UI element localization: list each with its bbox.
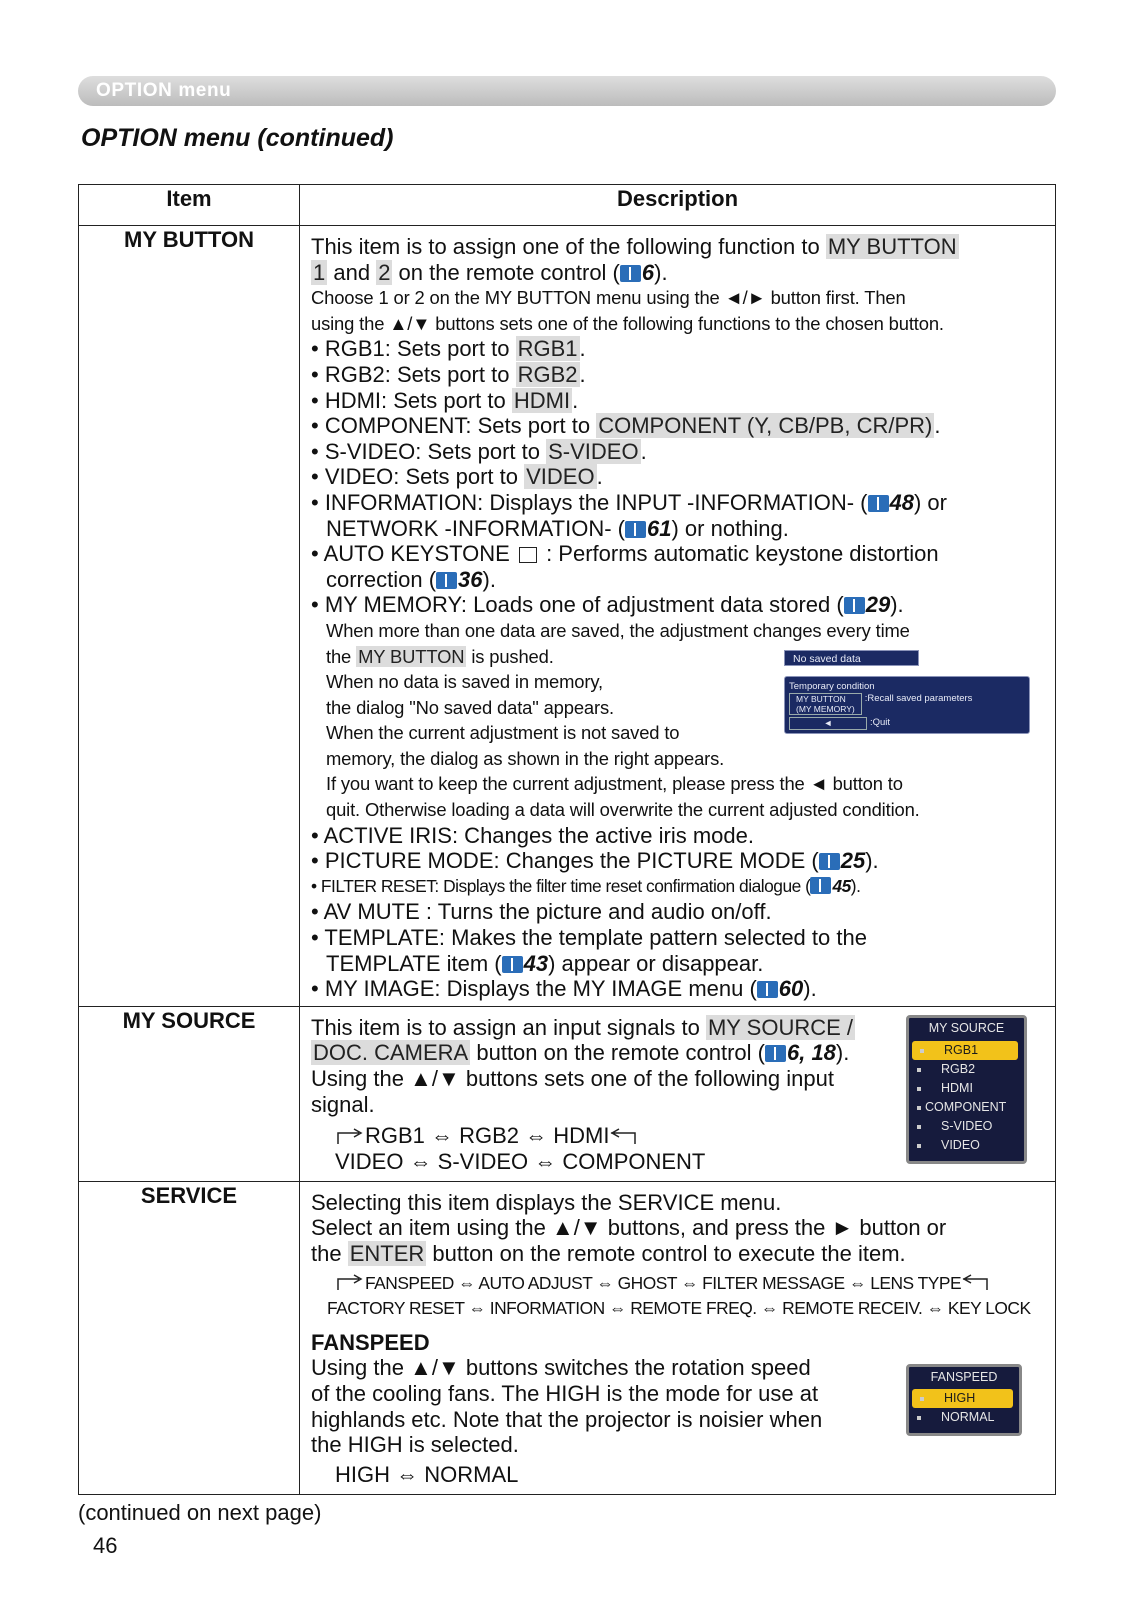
section-header-label: OPTION menu (96, 80, 232, 101)
table-row (79, 1006, 1056, 1181)
item-my-button: MY BUTTON (79, 226, 300, 1007)
bullet-active-iris: • ACTIVE IRIS: Changes the active iris mode. (311, 822, 754, 848)
table-header-row (79, 185, 1056, 226)
column-header-description: Description (300, 185, 1056, 226)
note-line: using the ▲/▼ buttons sets one of the following functions to the chosen button. (311, 312, 944, 334)
menu-item-component: COMPONENT (909, 1098, 1024, 1117)
fanspeed-heading: FANSPEED (311, 1329, 430, 1355)
item-service: SERVICE (79, 1181, 300, 1494)
bullet-hdmi: • HDMI: Sets port to HDMI. (311, 387, 579, 413)
book-icon (844, 597, 865, 614)
cycle-return-arrow-icon (609, 1128, 639, 1146)
book-icon (620, 265, 641, 282)
page-title: OPTION menu (continued) (81, 124, 394, 152)
book-icon (436, 572, 457, 589)
note-line: Choose 1 or 2 on the MY BUTTON menu using the ◄/► button first. Then (311, 287, 906, 309)
keystone-icon (519, 547, 537, 563)
bullet-s-video: • S-VIDEO: Sets port to S-VIDEO. (311, 438, 647, 464)
fanspeed-menu-panel: FANSPEED HIGH NORMAL (906, 1364, 1022, 1436)
bullet-av-mute: • AV MUTE : Turns the picture and audio on/off. (311, 899, 772, 925)
cycle-return-arrow-icon (961, 1274, 991, 1292)
bullet-auto-keystone: • AUTO KEYSTONE : Performs automatic keystone distortion (311, 541, 939, 567)
intro-line: This item is to assign one of the following function to MY BUTTON (311, 234, 957, 259)
cycle-start-arrow-icon (335, 1274, 365, 1292)
bullet-my-image: • MY IMAGE: Displays the MY IMAGE menu ( 60). (311, 976, 817, 1002)
menu-item-rgb2: RGB2 (909, 1060, 1024, 1079)
column-header-item: Item (79, 185, 300, 226)
bullet-my-memory: • MY MEMORY: Loads one of adjustment data stored ( 29). (311, 592, 904, 618)
description-my-button: This item is to assign one of the following function to MY BUTTON 1 and 2 on the remote control ( 6). Choose 1 or 2 on the MY BUTTON menu using the ◄/► button first. Then using the ▲/▼ buttons sets one of the following functions to the chosen button. • RGB1: Sets port to RGB1. • RGB2: Sets port to RGB2. • HDMI: Sets port to HDMI. • COMPONENT: Sets port to COMPONENT (Y, CB/PB, CR/PR). • S-VIDEO: Sets port to S-VIDEO. • VIDEO: Sets port to VIDEO. • INFORMATION: Displays the INPUT -INFORMATION- ( 48) or NETWORK -INFORMATION- ( 61) or nothing. • AUTO KEYSTONE : Performs automatic keystone distortion correction ( 36). • MY MEMORY: Loads one of adjustment data stored ( 29). When more than one data are saved, the adjustment changes every time the MY BUTTON is pushed. When no data is saved in memory, the dialog "No saved data" appears. When the current adjustment is not saved to memory, the dialog as shown in the right appears. If you want to keep the current adjustment, please press the ◄ button to quit. Otherwise loading a data will overwrite the current adjusted condition. • ACTIVE IRIS: Changes the active iris mode. • PICTURE MODE: Changes the PICTURE MODE ( 25). • FILTER RESET: Displays the filter time reset confirmation dialogue ( 45). • AV MUTE : Turns the picture and audio on/off. • TEMPLATE: Makes the template pattern selected to the TEMPLATE item ( 43) appear or disappear. • MY IMAGE: Displays the MY IMAGE menu ( 60). No saved data Temporary condition MY BUTTON (MY MEMORY) :Recall saved parameters ◄ :Quit (300, 226, 1056, 1007)
bullet-rgb2: • RGB2: Sets port to RGB2. (311, 361, 586, 387)
book-icon (868, 495, 889, 512)
cycle-start-arrow-icon (335, 1128, 365, 1146)
section-header-bar (78, 76, 1056, 106)
bullet-information: • INFORMATION: Displays the INPUT -INFORMATION- ( 48) or (311, 489, 947, 515)
menu-item-normal: NORMAL (909, 1408, 1019, 1427)
page-number: 46 (93, 1533, 118, 1558)
menu-item-rgb1: RGB1 (912, 1041, 1018, 1060)
description-my-source: This item is to assign an input signals to MY SOURCE / DOC. CAMERA button on the remote control ( 6, 18). Using the ▲/▼ buttons sets one of the following input signal. RGB1 ⇔ RGB2 ⇔ HDMI VIDEO ⇔ S-VIDEO ⇔ COMPONENT MY SOURCE RGB1 RGB2 HDMI COMPONENT S-VIDEO VIDEO (300, 1006, 1056, 1181)
book-icon (810, 877, 831, 894)
book-icon (502, 956, 523, 973)
menu-item-video: VIDEO (909, 1136, 1024, 1155)
service-cycle: FANSPEED ⇔ AUTO ADJUST ⇔ GHOST ⇔ FILTER MESSAGE ⇔ LENS TYPE (311, 1271, 1045, 1297)
bullet-component: • COMPONENT: Sets port to COMPONENT (Y, CB/PB, CR/PR). (311, 413, 941, 439)
book-icon (625, 521, 646, 538)
menu-item-high: HIGH (912, 1389, 1013, 1408)
book-icon (819, 853, 840, 870)
book-icon (757, 981, 778, 998)
my-source-menu-panel: MY SOURCE RGB1 RGB2 HDMI COMPONENT S-VIDEO VIDEO (906, 1015, 1027, 1164)
option-table (78, 184, 1056, 1495)
bullet-filter-reset: • FILTER RESET: Displays the filter time reset confirmation dialogue ( 45). (311, 875, 861, 896)
book-icon (765, 1045, 786, 1062)
item-my-source: MY SOURCE (79, 1006, 300, 1181)
description-service: Selecting this item displays the SERVICE menu. Select an item using the ▲/▼ buttons, and press the ► button or the ENTER button on the remote control to execute the item. FANSPEED ⇔ AUTO ADJUST ⇔ GHOST ⇔ FILTER MESSAGE ⇔ LENS TYPE FACTORY RESET ⇔ INFORMATION ⇔ REMOTE FREQ. ⇔ REMOTE RECEIV. ⇔ KEY LOCK FANSPEED Using the ▲/▼ buttons switches the rotation speed of the cooling fans. The HIGH is the mode for use at highlands etc. Note that the projector is noisier when the HIGH is selected. HIGH ⇔ NORMAL FANSPEED HIGH NORMAL (300, 1181, 1056, 1494)
bullet-rgb1: • RGB1: Sets port to RGB1. (311, 336, 586, 362)
no-saved-data-dialog: No saved data (784, 650, 919, 666)
left-arrow-icon: ◄ (789, 717, 867, 730)
bullet-template: • TEMPLATE: Makes the template pattern selected to the (311, 925, 867, 951)
table-row (79, 1181, 1056, 1494)
continued-note: (continued on next page) (78, 1500, 322, 1525)
bullet-video: • VIDEO: Sets port to VIDEO. (311, 464, 603, 490)
temporary-condition-dialog: Temporary condition MY BUTTON (MY MEMORY) :Recall saved parameters ◄ :Quit (784, 676, 1030, 734)
bullet-picture-mode: • PICTURE MODE: Changes the PICTURE MODE ( 25). (311, 848, 879, 874)
table-row (79, 226, 1056, 1007)
input-cycle: RGB1 ⇔ RGB2 ⇔ HDMI (311, 1123, 1045, 1149)
menu-item-s-video: S-VIDEO (909, 1117, 1024, 1136)
menu-item-hdmi: HDMI (909, 1079, 1024, 1098)
